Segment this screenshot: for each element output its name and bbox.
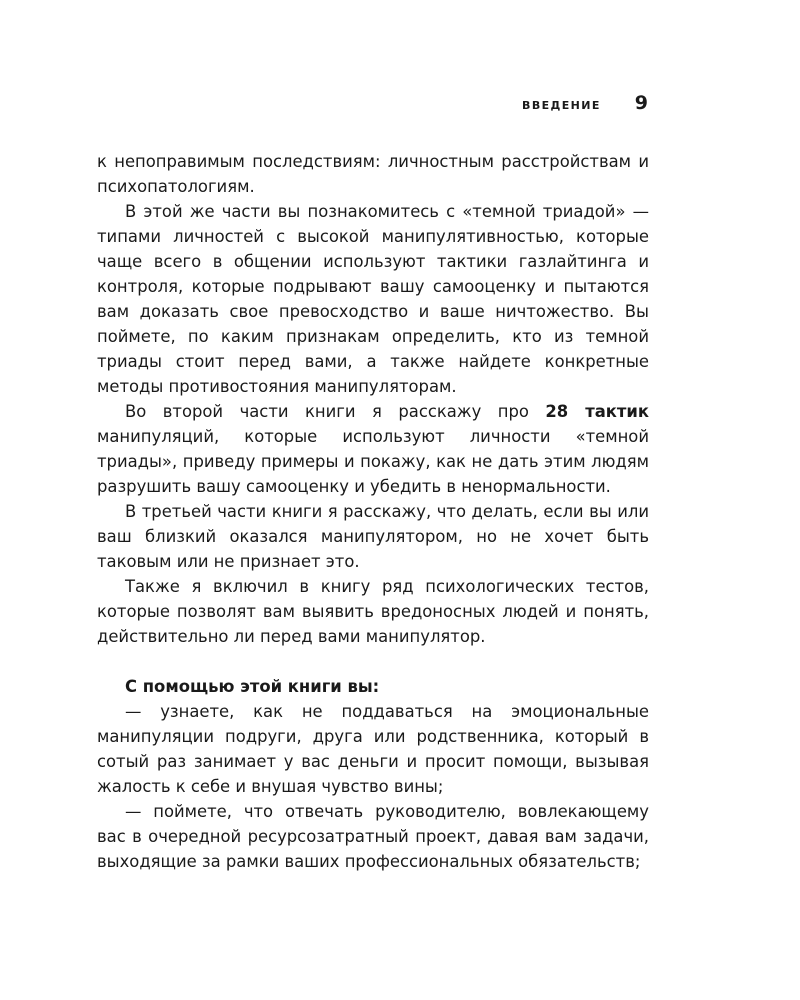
subheading-text: С помощью этой книги вы:: [125, 677, 380, 696]
page-number: 9: [634, 92, 648, 114]
paragraph-4: В третьей части книги я расскажу, что делать, если вы или ваш близкий оказался манипулятором, но не хочет быть таковым или не признает это.: [97, 502, 649, 571]
paragraph-3-start: Во второй части книги я расскажу про: [125, 402, 546, 421]
paragraph-2: В этой же части вы познакомитесь с «темной триадой» — типами личностей с высокой манипулятивностью, которые чаще всего в общении используют тактики газлайтинга и контроля, которые подрывают вашу самооценку и пытаются вам доказать свое превосходство и ваше ничтожество. Вы поймете, по каким признакам определить, кто из темной триады стоит перед вами, а также найдете конкретные методы противостояния манипуляторам.: [97, 202, 649, 396]
list-item-2: — поймете, что отвечать руководителю, вовлекающему вас в очередной ресурсозатратный проект, давая вам задачи, выходящие за рамки ваших профессиональных обязательств;: [97, 802, 649, 871]
body-text: [97, 149, 649, 874]
running-header: [522, 92, 648, 114]
paragraph-5: Также я включил в книгу ряд психологических тестов, которые позволят вам выявить вредоносных людей и понять, действительно ли перед вами манипулятор.: [97, 577, 649, 646]
paragraph-3: [97, 399, 649, 499]
subheading: [97, 674, 649, 699]
paragraph-3-end: манипуляций, которые используют личности «темной триады», приведу примеры и покажу, как не дать этим людям разрушить вашу самооценку и убедить в ненормальности.: [97, 427, 649, 496]
paragraph-1: к непоправимым последствиям: личностным расстройствам и психопатологиям.: [97, 152, 649, 196]
tactics-count-highlight: 28 тактик: [545, 402, 649, 421]
paragraph-spacer: [97, 649, 649, 674]
section-title: ВВЕДЕНИЕ: [522, 99, 601, 112]
list-item-1: — узнаете, как не поддаваться на эмоциональные манипуляции подруги, друга или родственника, который в сотый раз занимает у вас деньги и просит помощи, вызывая жалость к себе и внушая чувство вины;: [97, 702, 649, 796]
